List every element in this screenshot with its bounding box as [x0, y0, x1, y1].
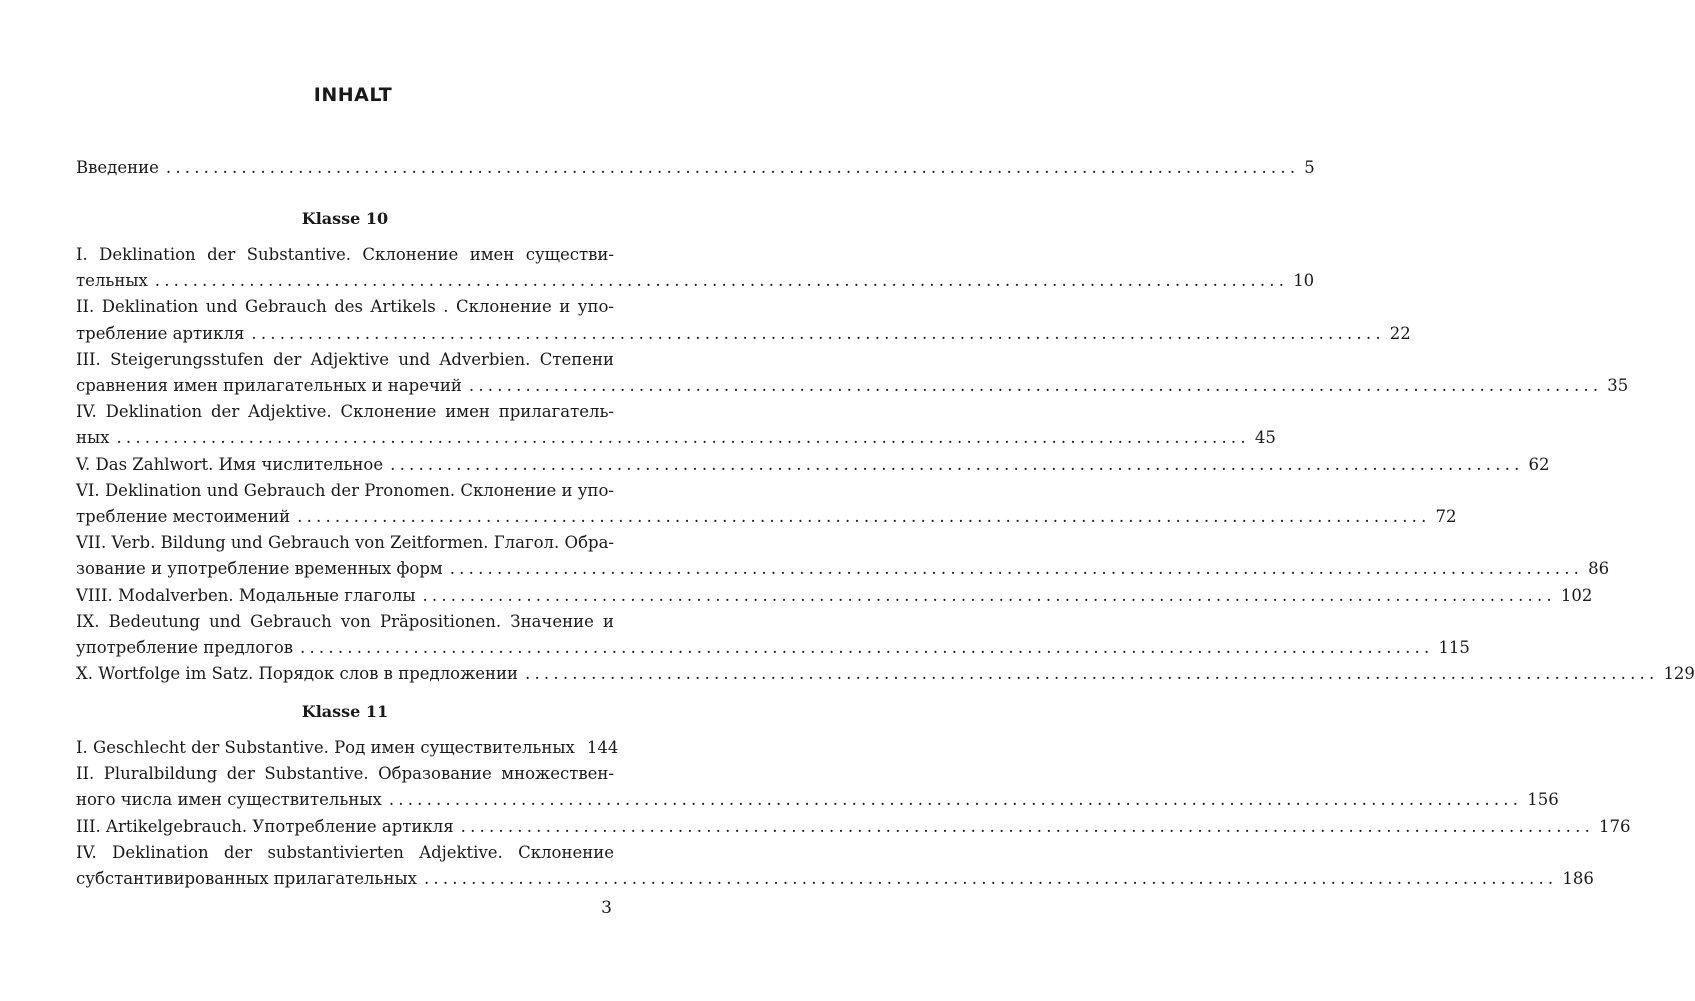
toc-entry-text: требление артикля	[76, 323, 245, 343]
toc-entry-line	[76, 635, 1470, 661]
toc-entry-line	[76, 268, 1315, 294]
toc-entry-text: IX. Bedeutung und Gebrauch von Präpositionen. Значение и	[76, 611, 614, 631]
toc-entry-page: 5	[1304, 158, 1315, 177]
toc-entry-page: 62	[1528, 454, 1550, 474]
toc-entry-line	[76, 787, 1559, 813]
toc-entry-intro	[76, 155, 1315, 181]
dot-leader: ........................................................................................................................	[388, 790, 1523, 810]
toc-entry-text: сравнения имен прилагательных и наречий	[76, 376, 462, 395]
toc-entry-text: употребление предлогов	[76, 638, 294, 657]
toc-entry-page: 86	[1588, 559, 1610, 579]
toc-entry-page: 129	[1663, 664, 1695, 684]
toc-entry-page: 10	[1293, 271, 1315, 291]
toc-entry-page: 45	[1254, 428, 1276, 448]
toc-entry-line	[76, 425, 1276, 451]
dot-leader: ........................................................................................................................	[297, 507, 1431, 526]
toc-entry-text: ного числа имен существительных	[76, 790, 382, 810]
toc-entry-text: требление местоимений	[76, 507, 291, 526]
dot-leader: ........................................................................................................................	[422, 585, 1556, 605]
toc-entry-text: VIII. Modalverben. Модальные глаголы	[76, 585, 416, 605]
toc-entry-text: I. Deklination der Substantive. Склонение имен существи-	[76, 245, 614, 264]
toc-entry-line	[76, 866, 1594, 892]
page-number: 3	[601, 898, 612, 918]
toc-entry-page: 176	[1599, 816, 1631, 836]
toc-entry-text: VII. Verb. Bildung und Gebrauch von Zeitformen. Глагол. Обра-	[76, 533, 614, 553]
toc-entry-line	[76, 321, 1411, 347]
toc-entry-text: III. Steigerungsstufen der Adjektive und Adverbien. Степени	[76, 349, 614, 369]
toc-entry-text: субстантивированных прилагательных	[76, 869, 417, 888]
toc-entry-line	[76, 452, 1550, 478]
toc-entry-text: IV. Deklination der substantivierten Adjektive. Склонение	[76, 842, 614, 862]
dot-leader: ........................................................................................................................	[390, 454, 1524, 474]
toc-entry-line	[76, 556, 1610, 582]
toc-entry-text: ных	[76, 428, 110, 448]
toc-entry-text: V. Das Zahlwort. Имя числительное	[76, 454, 384, 474]
toc-entry-line	[76, 661, 1695, 687]
section-heading-klasse-11: Klasse 11	[301, 702, 389, 721]
toc-entry-page: 156	[1527, 790, 1559, 810]
toc-entry-page: 72	[1435, 507, 1457, 526]
toc-entry-page: 22	[1389, 323, 1411, 343]
toc-entry-text: II. Pluralbildung der Substantive. Образование множествен-	[76, 764, 614, 784]
dot-leader: ........................................................................................................................	[300, 638, 1434, 657]
toc-entry-text: IV. Deklination der Adjektive. Склонение имен прилагатель-	[76, 402, 614, 422]
toc-entry-text: тельных	[76, 271, 148, 291]
toc-entry-page: 115	[1438, 638, 1470, 657]
toc-entry-text: I. Geschlecht der Substantive. Род имен существительных	[76, 738, 575, 757]
toc-entry-line	[76, 583, 1593, 609]
dot-leader: ........................................................................................................................	[423, 869, 1558, 888]
toc-entry-page: 35	[1607, 376, 1629, 395]
dot-leader: ........................................................................................................................	[525, 664, 1659, 684]
toc-entry-text: Введение	[76, 158, 159, 177]
toc-entry-page: 144	[586, 738, 619, 757]
toc-entry-text: II. Deklination und Gebrauch des Artikels . Склонение и упо-	[76, 297, 614, 317]
toc-entry-text: зование и употребление временных форм	[76, 559, 443, 579]
dot-leader: ........................................................................................................................	[460, 816, 1595, 836]
toc-entry-text: VI. Deklination und Gebrauch der Pronomen. Склонение и упо-	[76, 480, 614, 500]
toc-entry-page: 102	[1560, 585, 1593, 605]
dot-leader: ........................................................................................................................	[468, 376, 1603, 395]
dot-leader: ........................................................................................................................	[154, 271, 1289, 291]
toc-entry-line	[76, 373, 1629, 399]
toc-entry-page: 186	[1562, 869, 1594, 888]
toc-entry-line	[76, 814, 1631, 840]
dot-leader: ........................................................................................................................	[165, 158, 1300, 177]
dot-leader: ........................................................................................................................	[251, 323, 1385, 343]
page-title: INHALT	[313, 84, 393, 106]
toc-entry-line	[76, 735, 619, 761]
section-heading-klasse-10: Klasse 10	[301, 209, 389, 228]
toc-entry-text: X. Wortfolge im Satz. Порядок слов в предложении	[76, 664, 519, 684]
toc-entry-line	[76, 504, 1457, 530]
toc-entry-text: III. Artikelgebrauch. Употребление артикля	[76, 816, 454, 836]
dot-leader: ........................................................................................................................	[449, 559, 1584, 579]
dot-leader: ........................................................................................................................	[116, 428, 1250, 448]
